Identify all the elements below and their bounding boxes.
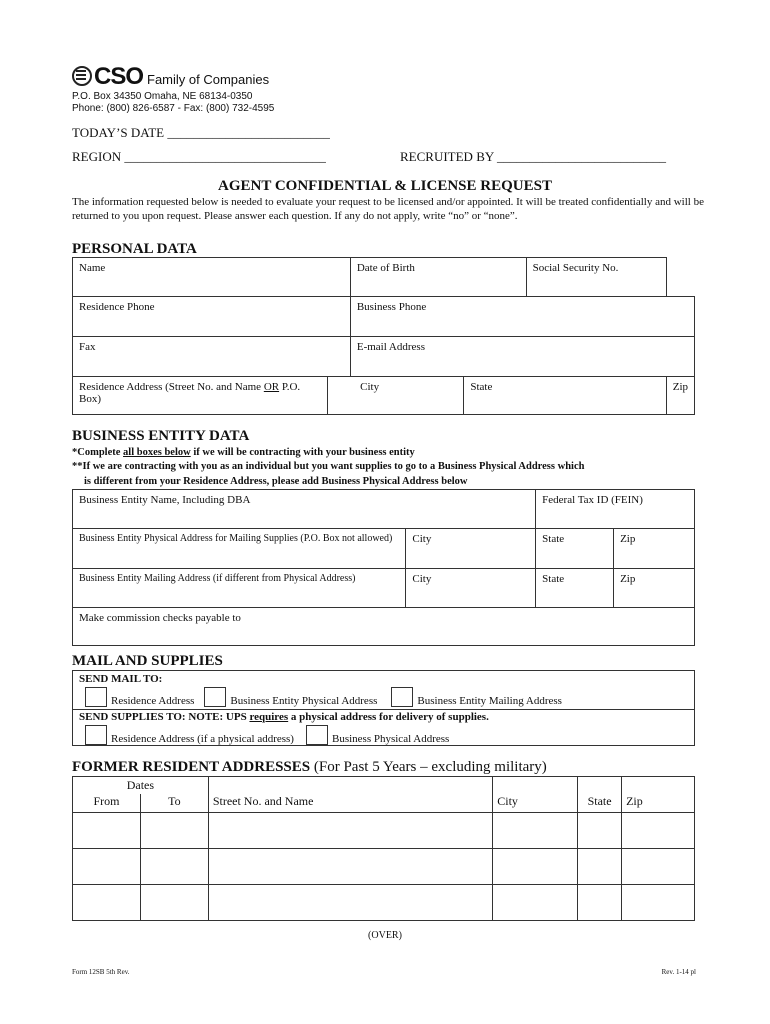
street-header [208, 794, 492, 813]
physical-zip-field[interactable] [614, 529, 695, 569]
zip-label: Zip [626, 794, 643, 808]
business-note-2: **If we are contracting with you as an individual but you want supplies to go to a Business Physical Address which [72, 461, 585, 472]
over-indicator: (OVER) [368, 930, 402, 941]
row2-state-cell[interactable] [578, 849, 622, 885]
email-field[interactable] [350, 337, 694, 377]
commission-payable-label: Make commission checks payable to [79, 612, 241, 624]
table-row [73, 813, 695, 849]
row2-from-cell[interactable] [73, 849, 141, 885]
supplies-c: a physical address for delivery of supplies. [288, 711, 489, 723]
residence-state-label: State [470, 381, 493, 393]
residence-phone-label: Residence Phone [79, 301, 155, 313]
mail-residence-label: Residence Address [111, 695, 195, 707]
former-heading-bold: FORMER RESIDENT ADDRESSES [72, 759, 311, 775]
mail-business-physical-label: Business Entity Physical Address [230, 695, 378, 707]
residence-address-label [79, 381, 300, 405]
fein-field[interactable] [536, 490, 695, 529]
business-note-2-cont: is different from your Residence Address, please add Business Physical Address below [84, 476, 468, 487]
dates-label: Dates [126, 778, 155, 792]
fein-label: Federal Tax ID (FEIN) [542, 494, 643, 506]
row3-zip-cell[interactable] [622, 885, 695, 921]
from-label: From [93, 794, 120, 808]
row1-street-cell[interactable] [208, 813, 492, 849]
state-header [578, 794, 622, 813]
dob-label: Date of Birth [356, 262, 415, 274]
row2-city-cell[interactable] [493, 849, 578, 885]
res-addr-label-a: Residence Address (Street No. and Name [79, 381, 264, 393]
logo-text: CSO [94, 63, 144, 90]
zip-header [622, 794, 695, 813]
residence-state-field[interactable] [464, 377, 666, 415]
name-label: Name [79, 262, 106, 274]
to-header [140, 794, 208, 813]
table-row [73, 885, 695, 921]
logo-mark-icon [72, 66, 92, 86]
row1-from-cell[interactable] [73, 813, 141, 849]
street-label: Street No. and Name [212, 794, 314, 808]
row1-city-cell[interactable] [493, 813, 578, 849]
row3-from-cell[interactable] [73, 885, 141, 921]
entity-name-label: Business Entity Name, Including DBA [79, 494, 251, 506]
supplies-business-physical-label: Business Physical Address [331, 733, 450, 745]
city-header [493, 794, 578, 813]
address-line-1: P.O. Box 34350 Omaha, NE 68134-0350 [72, 91, 253, 102]
residence-city-field[interactable] [328, 377, 464, 415]
city-label: City [497, 794, 518, 808]
send-supplies-options [85, 725, 449, 745]
row2-zip-cell[interactable] [622, 849, 695, 885]
res-addr-label-b: P.O. Box) [79, 381, 301, 405]
mailing-city-field[interactable] [406, 569, 536, 608]
supplies-residence-label: Residence Address (if a physical address) [111, 733, 294, 745]
supplies-residence-checkbox[interactable] [85, 725, 107, 745]
mailing-address-field[interactable] [73, 569, 406, 608]
mailing-city-label: City [412, 573, 432, 585]
region-field[interactable]: REGION _______________________________ [72, 149, 326, 164]
mail-divider [73, 709, 694, 710]
personal-data-heading: PERSONAL DATA [72, 241, 197, 257]
recruited-by-field[interactable]: RECRUITED BY __________________________ [400, 149, 667, 164]
mail-residence-checkbox[interactable] [85, 687, 107, 707]
business-phone-field[interactable] [350, 297, 694, 337]
row1-state-cell[interactable] [578, 813, 622, 849]
company-logo [72, 63, 270, 90]
row3-state-cell[interactable] [578, 885, 622, 921]
commission-payable-field[interactable] [73, 608, 695, 646]
row2-street-cell[interactable] [208, 849, 492, 885]
residence-city-label: City [360, 381, 380, 393]
mail-supplies-heading: MAIL AND SUPPLIES [72, 653, 223, 669]
send-mail-options [85, 687, 562, 707]
physical-state-label: State [542, 533, 565, 545]
mail-business-physical-checkbox[interactable] [204, 687, 226, 707]
business-phone-label: Business Phone [356, 301, 427, 313]
table-row [73, 849, 695, 885]
physical-zip-label: Zip [620, 533, 636, 545]
residence-phone-field[interactable] [73, 297, 351, 337]
state-label: State [587, 794, 612, 808]
address-line-2: Phone: (800) 826-6587 - Fax: (800) 732-4595 [72, 103, 275, 114]
mailing-address-label: Business Entity Mailing Address (if different from Physical Address) [79, 573, 356, 584]
business-entity-heading: BUSINESS ENTITY DATA [72, 428, 250, 444]
mail-supplies-box [72, 670, 695, 746]
mailing-state-field[interactable] [536, 569, 614, 608]
row1-zip-cell[interactable] [622, 813, 695, 849]
email-label: E-mail Address [356, 341, 425, 353]
form-number: Form 12SB 5th Rev. [72, 968, 130, 976]
row2-to-cell[interactable] [140, 849, 208, 885]
row3-to-cell[interactable] [140, 885, 208, 921]
mailing-zip-label: Zip [620, 573, 636, 585]
former-addresses-table [72, 776, 695, 921]
physical-city-label: City [412, 533, 432, 545]
intro-text: The information requested below is needed to evaluate your request to be licensed and/or appointed. It will be treated confidentially and will be returned to you upon request. Please answer each question. If any do not apply, write “no” or “none”. [72, 196, 704, 222]
business-entity-table [72, 489, 695, 646]
mailing-state-label: State [542, 573, 565, 585]
former-heading-normal: (For Past 5 Years – excluding military) [310, 759, 547, 775]
fax-field[interactable] [73, 337, 351, 377]
row3-city-cell[interactable] [493, 885, 578, 921]
note1-b: all boxes below [123, 447, 191, 458]
note1-c: if we will be contracting with your business entity [190, 447, 415, 458]
supplies-business-physical-checkbox[interactable] [306, 725, 328, 745]
former-addresses-heading [72, 759, 547, 776]
dates-header [73, 777, 209, 795]
supplies-a: SEND SUPPLIES TO: NOTE: UPS [79, 711, 250, 723]
physical-city-field[interactable] [406, 529, 536, 569]
ssn-label: Social Security No. [532, 262, 619, 274]
from-header [73, 794, 141, 813]
physical-address-label: Business Entity Physical Address for Mailing Supplies (P.O. Box not allowed) [79, 533, 393, 544]
company-address [72, 91, 274, 115]
physical-state-field[interactable] [536, 529, 614, 569]
name-field[interactable] [73, 258, 351, 297]
res-addr-label-or: OR [263, 381, 280, 393]
revision-label: Rev. 1-14 pl [661, 968, 696, 976]
mail-business-mailing-label: Business Entity Mailing Address [417, 695, 562, 707]
ssn-field[interactable] [526, 258, 666, 297]
send-supplies-label [79, 711, 489, 723]
personal-data-table [72, 257, 695, 415]
todays-date-field[interactable]: TODAY’S DATE _________________________ [72, 125, 330, 140]
fax-label: Fax [79, 341, 96, 353]
mail-business-mailing-checkbox[interactable] [391, 687, 413, 707]
residence-zip-label: Zip [672, 381, 688, 393]
form-title: AGENT CONFIDENTIAL & LICENSE REQUEST [218, 178, 552, 194]
send-mail-label: SEND MAIL TO: [79, 673, 163, 685]
residence-zip-field[interactable] [666, 377, 694, 415]
supplies-b: requires [249, 711, 289, 723]
row3-street-cell[interactable] [208, 885, 492, 921]
business-note-1 [72, 446, 415, 460]
dob-field[interactable] [350, 258, 526, 297]
logo-subtitle: Family of Companies [147, 72, 270, 87]
to-label: To [168, 794, 181, 808]
entity-name-field[interactable] [73, 490, 536, 529]
physical-address-field[interactable] [73, 529, 406, 569]
mailing-zip-field[interactable] [614, 569, 695, 608]
row1-to-cell[interactable] [140, 813, 208, 849]
note1-a: *Complete [72, 447, 124, 458]
residence-address-field[interactable] [73, 377, 328, 415]
